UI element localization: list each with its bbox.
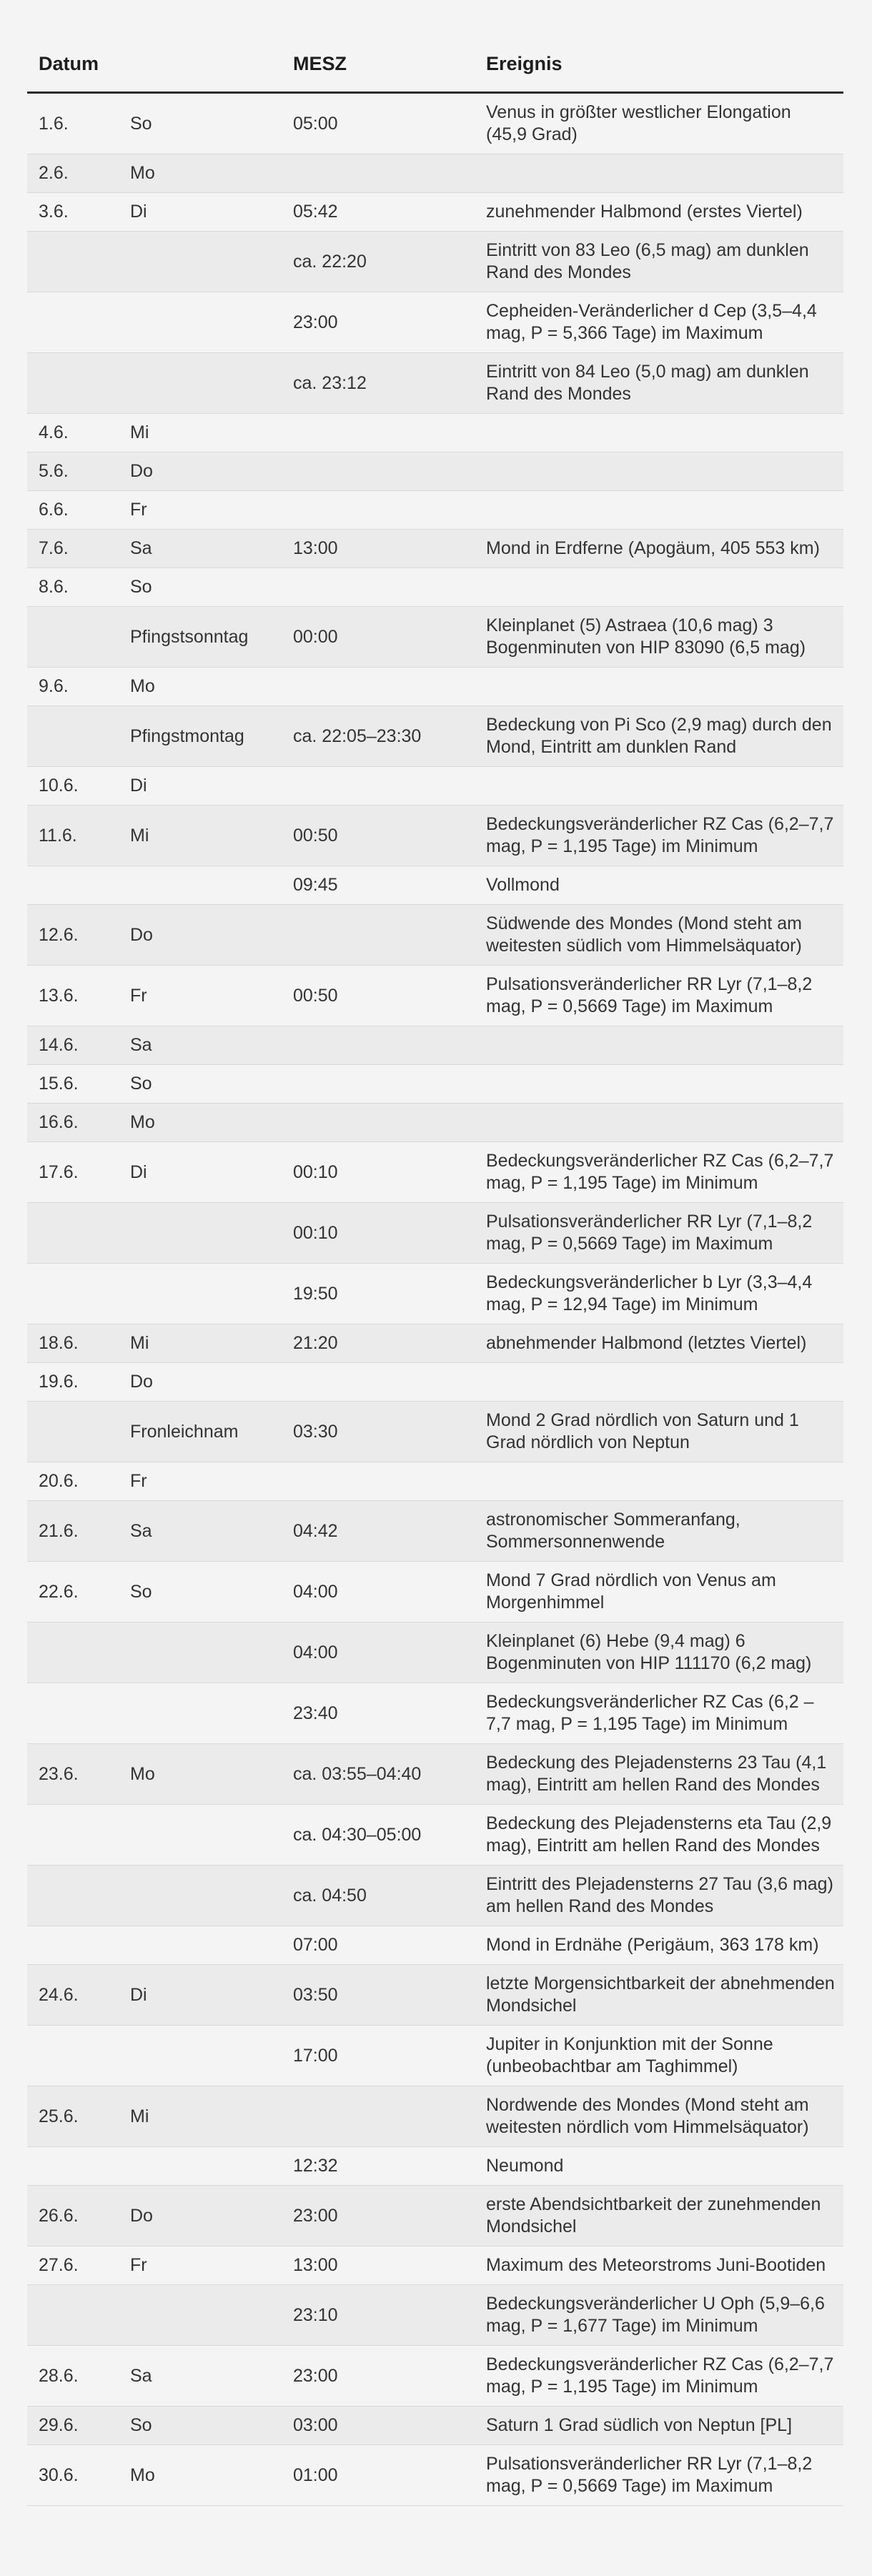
cell-date: 27.6. bbox=[27, 2246, 130, 2285]
table-row bbox=[27, 866, 843, 905]
cell-event: letzte Morgensichtbarkeit der abnehmenden Mondsichel bbox=[486, 1965, 843, 2026]
cell-event: Jupiter in Konjunktion mit der Sonne (unbeobachtbar am Taghimmel) bbox=[486, 2026, 843, 2086]
cell-time: 03:50 bbox=[293, 1965, 486, 2026]
table-row bbox=[27, 2285, 843, 2346]
cell-day: Fr bbox=[130, 966, 293, 1026]
cell-event: Bedeckungsveränderlicher RZ Cas (6,2–7,7 mag, P = 1,195 Tage) im Minimum bbox=[486, 2346, 843, 2407]
cell-time: 23:00 bbox=[293, 2346, 486, 2407]
table-row bbox=[27, 706, 843, 767]
cell-date: 16.6. bbox=[27, 1104, 130, 1142]
cell-time bbox=[293, 1104, 486, 1142]
cell-time: 00:50 bbox=[293, 806, 486, 866]
cell-date bbox=[27, 1203, 130, 1264]
header-row bbox=[27, 36, 843, 93]
cell-date: 12.6. bbox=[27, 905, 130, 966]
cell-day bbox=[130, 2147, 293, 2186]
cell-date: 3.6. bbox=[27, 193, 130, 232]
cell-time: 12:32 bbox=[293, 2147, 486, 2186]
cell-day: Fr bbox=[130, 2246, 293, 2285]
cell-time bbox=[293, 668, 486, 706]
table-row bbox=[27, 1926, 843, 1965]
cell-date: 4.6. bbox=[27, 414, 130, 452]
cell-date: 2.6. bbox=[27, 154, 130, 193]
cell-date: 17.6. bbox=[27, 1142, 130, 1203]
cell-date: 7.6. bbox=[27, 530, 130, 568]
cell-date bbox=[27, 1623, 130, 1683]
cell-date: 13.6. bbox=[27, 966, 130, 1026]
cell-day: Fronleichnam bbox=[130, 1402, 293, 1462]
table-row bbox=[27, 491, 843, 530]
cell-day: Sa bbox=[130, 2346, 293, 2407]
cell-event: Mond in Erdnähe (Perigäum, 363 178 km) bbox=[486, 1926, 843, 1965]
cell-time: 09:45 bbox=[293, 866, 486, 905]
cell-date bbox=[27, 292, 130, 353]
cell-date bbox=[27, 2026, 130, 2086]
cell-day bbox=[130, 866, 293, 905]
cell-event: Pulsationsveränderlicher RR Lyr (7,1–8,2 mag, P = 0,5669 Tage) im Maximum bbox=[486, 2445, 843, 2506]
cell-event: Kleinplanet (6) Hebe (9,4 mag) 6 Bogenminuten von HIP 111170 (6,2 mag) bbox=[486, 1623, 843, 1683]
cell-event bbox=[486, 668, 843, 706]
cell-event: Vollmond bbox=[486, 866, 843, 905]
cell-time: ca. 22:05–23:30 bbox=[293, 706, 486, 767]
cell-day: Di bbox=[130, 1142, 293, 1203]
cell-date: 18.6. bbox=[27, 1324, 130, 1363]
cell-event: Bedeckungsveränderlicher b Lyr (3,3–4,4 mag, P = 12,94 Tage) im Minimum bbox=[486, 1264, 843, 1324]
cell-day: Sa bbox=[130, 1501, 293, 1562]
cell-time: 23:10 bbox=[293, 2285, 486, 2346]
events-table-container bbox=[27, 36, 843, 2506]
cell-day: Sa bbox=[130, 530, 293, 568]
table-row bbox=[27, 353, 843, 414]
cell-day: So bbox=[130, 93, 293, 154]
table-row bbox=[27, 93, 843, 154]
cell-time bbox=[293, 452, 486, 491]
table-row bbox=[27, 530, 843, 568]
table-row bbox=[27, 1623, 843, 1683]
cell-date: 5.6. bbox=[27, 452, 130, 491]
cell-date: 25.6. bbox=[27, 2086, 130, 2147]
cell-time: ca. 04:50 bbox=[293, 1866, 486, 1926]
table-row bbox=[27, 1805, 843, 1866]
cell-time: ca. 04:30–05:00 bbox=[293, 1805, 486, 1866]
table-row bbox=[27, 1402, 843, 1462]
cell-day: Mi bbox=[130, 806, 293, 866]
table-row bbox=[27, 1264, 843, 1324]
cell-time bbox=[293, 491, 486, 530]
cell-event bbox=[486, 452, 843, 491]
cell-time: 04:42 bbox=[293, 1501, 486, 1562]
header-time: MESZ bbox=[293, 36, 486, 93]
cell-date bbox=[27, 2285, 130, 2346]
cell-event: Kleinplanet (5) Astraea (10,6 mag) 3 Bogenminuten von HIP 83090 (6,5 mag) bbox=[486, 607, 843, 668]
table-body bbox=[27, 93, 843, 2506]
cell-time bbox=[293, 1026, 486, 1065]
table-row bbox=[27, 452, 843, 491]
cell-time: 00:10 bbox=[293, 1142, 486, 1203]
cell-date: 6.6. bbox=[27, 491, 130, 530]
cell-time: 07:00 bbox=[293, 1926, 486, 1965]
cell-time: 17:00 bbox=[293, 2026, 486, 2086]
table-row bbox=[27, 1363, 843, 1402]
cell-date bbox=[27, 1866, 130, 1926]
cell-day bbox=[130, 1264, 293, 1324]
table-row bbox=[27, 1462, 843, 1501]
cell-time bbox=[293, 1363, 486, 1402]
table-row bbox=[27, 767, 843, 806]
cell-day bbox=[130, 2285, 293, 2346]
cell-event: Bedeckungsveränderlicher RZ Cas (6,2–7,7 mag, P = 1,195 Tage) im Minimum bbox=[486, 1142, 843, 1203]
table-row bbox=[27, 1562, 843, 1623]
cell-day: Sa bbox=[130, 1026, 293, 1065]
cell-time: 00:50 bbox=[293, 966, 486, 1026]
cell-day: Mi bbox=[130, 414, 293, 452]
cell-event bbox=[486, 414, 843, 452]
cell-day: Fr bbox=[130, 491, 293, 530]
table-row bbox=[27, 292, 843, 353]
cell-date: 10.6. bbox=[27, 767, 130, 806]
events-table bbox=[27, 36, 843, 2506]
cell-day: Mo bbox=[130, 668, 293, 706]
cell-time: 19:50 bbox=[293, 1264, 486, 1324]
cell-time: 23:00 bbox=[293, 292, 486, 353]
header-event: Ereignis bbox=[486, 36, 843, 93]
table-row bbox=[27, 232, 843, 292]
table-row bbox=[27, 2407, 843, 2445]
cell-time bbox=[293, 905, 486, 966]
cell-day bbox=[130, 1623, 293, 1683]
table-row bbox=[27, 668, 843, 706]
cell-event: Bedeckungsveränderlicher RZ Cas (6,2–7,7 mag, P = 1,195 Tage) im Minimum bbox=[486, 806, 843, 866]
cell-date: 15.6. bbox=[27, 1065, 130, 1104]
cell-day: Pfingstmontag bbox=[130, 706, 293, 767]
cell-event: Pulsationsveränderlicher RR Lyr (7,1–8,2 mag, P = 0,5669 Tage) im Maximum bbox=[486, 1203, 843, 1264]
table-row bbox=[27, 1683, 843, 1744]
cell-day: Mo bbox=[130, 1104, 293, 1142]
cell-day: Mo bbox=[130, 154, 293, 193]
cell-date: 11.6. bbox=[27, 806, 130, 866]
cell-event: Cepheiden-Veränderlicher d Cep (3,5–4,4 mag, P = 5,366 Tage) im Maximum bbox=[486, 292, 843, 353]
cell-day: Do bbox=[130, 2186, 293, 2246]
cell-event: Mond in Erdferne (Apogäum, 405 553 km) bbox=[486, 530, 843, 568]
cell-event: Pulsationsveränderlicher RR Lyr (7,1–8,2 mag, P = 0,5669 Tage) im Maximum bbox=[486, 966, 843, 1026]
cell-time bbox=[293, 767, 486, 806]
table-row bbox=[27, 905, 843, 966]
cell-event bbox=[486, 1462, 843, 1501]
cell-event: Bedeckung von Pi Sco (2,9 mag) durch den Mond, Eintritt am dunklen Rand bbox=[486, 706, 843, 767]
cell-event bbox=[486, 767, 843, 806]
cell-event: Südwende des Mondes (Mond steht am weitesten südlich vom Himmelsäquator) bbox=[486, 905, 843, 966]
table-row bbox=[27, 1965, 843, 2026]
cell-day bbox=[130, 353, 293, 414]
cell-day: So bbox=[130, 1065, 293, 1104]
table-row bbox=[27, 1065, 843, 1104]
cell-time bbox=[293, 2086, 486, 2147]
cell-event: Nordwende des Mondes (Mond steht am weitesten nördlich vom Himmelsäquator) bbox=[486, 2086, 843, 2147]
table-row bbox=[27, 2086, 843, 2147]
cell-date: 24.6. bbox=[27, 1965, 130, 2026]
cell-date: 1.6. bbox=[27, 93, 130, 154]
cell-event bbox=[486, 1104, 843, 1142]
cell-time: 05:00 bbox=[293, 93, 486, 154]
table-row bbox=[27, 1203, 843, 1264]
cell-date bbox=[27, 353, 130, 414]
cell-date: 19.6. bbox=[27, 1363, 130, 1402]
cell-day: Fr bbox=[130, 1462, 293, 1501]
cell-time: 04:00 bbox=[293, 1562, 486, 1623]
cell-event: Bedeckungsveränderlicher U Oph (5,9–6,6 mag, P = 1,677 Tage) im Minimum bbox=[486, 2285, 843, 2346]
cell-date bbox=[27, 607, 130, 668]
cell-date bbox=[27, 232, 130, 292]
cell-date: 9.6. bbox=[27, 668, 130, 706]
table-row bbox=[27, 2147, 843, 2186]
table-row bbox=[27, 2186, 843, 2246]
cell-time: 13:00 bbox=[293, 530, 486, 568]
cell-time: 23:40 bbox=[293, 1683, 486, 1744]
cell-day: So bbox=[130, 568, 293, 607]
cell-time: ca. 22:20 bbox=[293, 232, 486, 292]
cell-event: Eintritt von 83 Leo (6,5 mag) am dunklen Rand des Mondes bbox=[486, 232, 843, 292]
header-date: Datum bbox=[27, 36, 130, 93]
cell-date: 30.6. bbox=[27, 2445, 130, 2506]
cell-date bbox=[27, 1264, 130, 1324]
cell-time: 05:42 bbox=[293, 193, 486, 232]
cell-date bbox=[27, 866, 130, 905]
cell-day bbox=[130, 1203, 293, 1264]
table-row bbox=[27, 607, 843, 668]
cell-event: Saturn 1 Grad südlich von Neptun [PL] bbox=[486, 2407, 843, 2445]
cell-event: Bedeckung des Plejadensterns eta Tau (2,9 mag), Eintritt am hellen Rand des Mondes bbox=[486, 1805, 843, 1866]
cell-event bbox=[486, 1363, 843, 1402]
cell-time: ca. 03:55–04:40 bbox=[293, 1744, 486, 1805]
cell-time: 23:00 bbox=[293, 2186, 486, 2246]
table-header bbox=[27, 36, 843, 93]
cell-date bbox=[27, 2147, 130, 2186]
cell-day: Mi bbox=[130, 2086, 293, 2147]
table-row bbox=[27, 1026, 843, 1065]
table-row bbox=[27, 193, 843, 232]
table-row bbox=[27, 806, 843, 866]
cell-event: Bedeckungsveränderlicher RZ Cas (6,2 – 7,7 mag, P = 1,195 Tage) im Minimum bbox=[486, 1683, 843, 1744]
cell-day: Mi bbox=[130, 1324, 293, 1363]
cell-event: Bedeckung des Plejadensterns 23 Tau (4,1 mag), Eintritt am hellen Rand des Mondes bbox=[486, 1744, 843, 1805]
cell-day bbox=[130, 292, 293, 353]
cell-date: 20.6. bbox=[27, 1462, 130, 1501]
cell-date bbox=[27, 706, 130, 767]
cell-day: Di bbox=[130, 1965, 293, 2026]
cell-date bbox=[27, 1402, 130, 1462]
cell-time bbox=[293, 1065, 486, 1104]
table-row bbox=[27, 154, 843, 193]
cell-date: 8.6. bbox=[27, 568, 130, 607]
header-day bbox=[130, 36, 293, 93]
cell-event: Maximum des Meteorstroms Juni-Bootiden bbox=[486, 2246, 843, 2285]
cell-date: 28.6. bbox=[27, 2346, 130, 2407]
cell-time: 04:00 bbox=[293, 1623, 486, 1683]
cell-time bbox=[293, 1462, 486, 1501]
cell-day bbox=[130, 1805, 293, 1866]
cell-date: 22.6. bbox=[27, 1562, 130, 1623]
cell-event bbox=[486, 491, 843, 530]
cell-day: Pfingstsonntag bbox=[130, 607, 293, 668]
cell-day bbox=[130, 1683, 293, 1744]
cell-day bbox=[130, 2026, 293, 2086]
cell-day: Mo bbox=[130, 1744, 293, 1805]
cell-day: Di bbox=[130, 193, 293, 232]
cell-event: astronomischer Sommeranfang, Sommersonnenwende bbox=[486, 1501, 843, 1562]
cell-event: Neumond bbox=[486, 2147, 843, 2186]
cell-day bbox=[130, 1866, 293, 1926]
cell-event: Mond 2 Grad nördlich von Saturn und 1 Grad nördlich von Neptun bbox=[486, 1402, 843, 1462]
table-row bbox=[27, 1501, 843, 1562]
cell-day: Do bbox=[130, 905, 293, 966]
cell-event: Venus in größter westlicher Elongation (45,9 Grad) bbox=[486, 93, 843, 154]
cell-day: So bbox=[130, 2407, 293, 2445]
cell-time: 13:00 bbox=[293, 2246, 486, 2285]
cell-date: 29.6. bbox=[27, 2407, 130, 2445]
table-row bbox=[27, 966, 843, 1026]
cell-day bbox=[130, 1926, 293, 1965]
cell-day: Do bbox=[130, 1363, 293, 1402]
cell-time: 01:00 bbox=[293, 2445, 486, 2506]
cell-time: 03:30 bbox=[293, 1402, 486, 1462]
table-row bbox=[27, 1866, 843, 1926]
cell-day: Mo bbox=[130, 2445, 293, 2506]
cell-event: Mond 7 Grad nördlich von Venus am Morgenhimmel bbox=[486, 1562, 843, 1623]
cell-event: Eintritt von 84 Leo (5,0 mag) am dunklen Rand des Mondes bbox=[486, 353, 843, 414]
cell-time: 03:00 bbox=[293, 2407, 486, 2445]
table-row bbox=[27, 1744, 843, 1805]
cell-event bbox=[486, 154, 843, 193]
cell-day bbox=[130, 232, 293, 292]
table-row bbox=[27, 1104, 843, 1142]
cell-time bbox=[293, 568, 486, 607]
table-row bbox=[27, 2246, 843, 2285]
cell-time: 00:00 bbox=[293, 607, 486, 668]
cell-date: 21.6. bbox=[27, 1501, 130, 1562]
cell-event: Eintritt des Plejadensterns 27 Tau (3,6 mag) am hellen Rand des Mondes bbox=[486, 1866, 843, 1926]
cell-event bbox=[486, 1065, 843, 1104]
cell-event: abnehmender Halbmond (letztes Viertel) bbox=[486, 1324, 843, 1363]
cell-time: ca. 23:12 bbox=[293, 353, 486, 414]
table-row bbox=[27, 568, 843, 607]
cell-time bbox=[293, 414, 486, 452]
cell-day: Di bbox=[130, 767, 293, 806]
table-row bbox=[27, 414, 843, 452]
cell-time bbox=[293, 154, 486, 193]
cell-event bbox=[486, 1026, 843, 1065]
cell-event: erste Abendsichtbarkeit der zunehmenden Mondsichel bbox=[486, 2186, 843, 2246]
cell-day: Do bbox=[130, 452, 293, 491]
table-row bbox=[27, 1324, 843, 1363]
cell-date bbox=[27, 1805, 130, 1866]
cell-date bbox=[27, 1683, 130, 1744]
table-row bbox=[27, 1142, 843, 1203]
cell-date: 26.6. bbox=[27, 2186, 130, 2246]
cell-date bbox=[27, 1926, 130, 1965]
table-row bbox=[27, 2346, 843, 2407]
cell-time: 21:20 bbox=[293, 1324, 486, 1363]
cell-day: So bbox=[130, 1562, 293, 1623]
cell-time: 00:10 bbox=[293, 1203, 486, 1264]
table-row bbox=[27, 2445, 843, 2506]
cell-event: zunehmender Halbmond (erstes Viertel) bbox=[486, 193, 843, 232]
cell-date: 14.6. bbox=[27, 1026, 130, 1065]
cell-date: 23.6. bbox=[27, 1744, 130, 1805]
cell-event bbox=[486, 568, 843, 607]
table-row bbox=[27, 2026, 843, 2086]
